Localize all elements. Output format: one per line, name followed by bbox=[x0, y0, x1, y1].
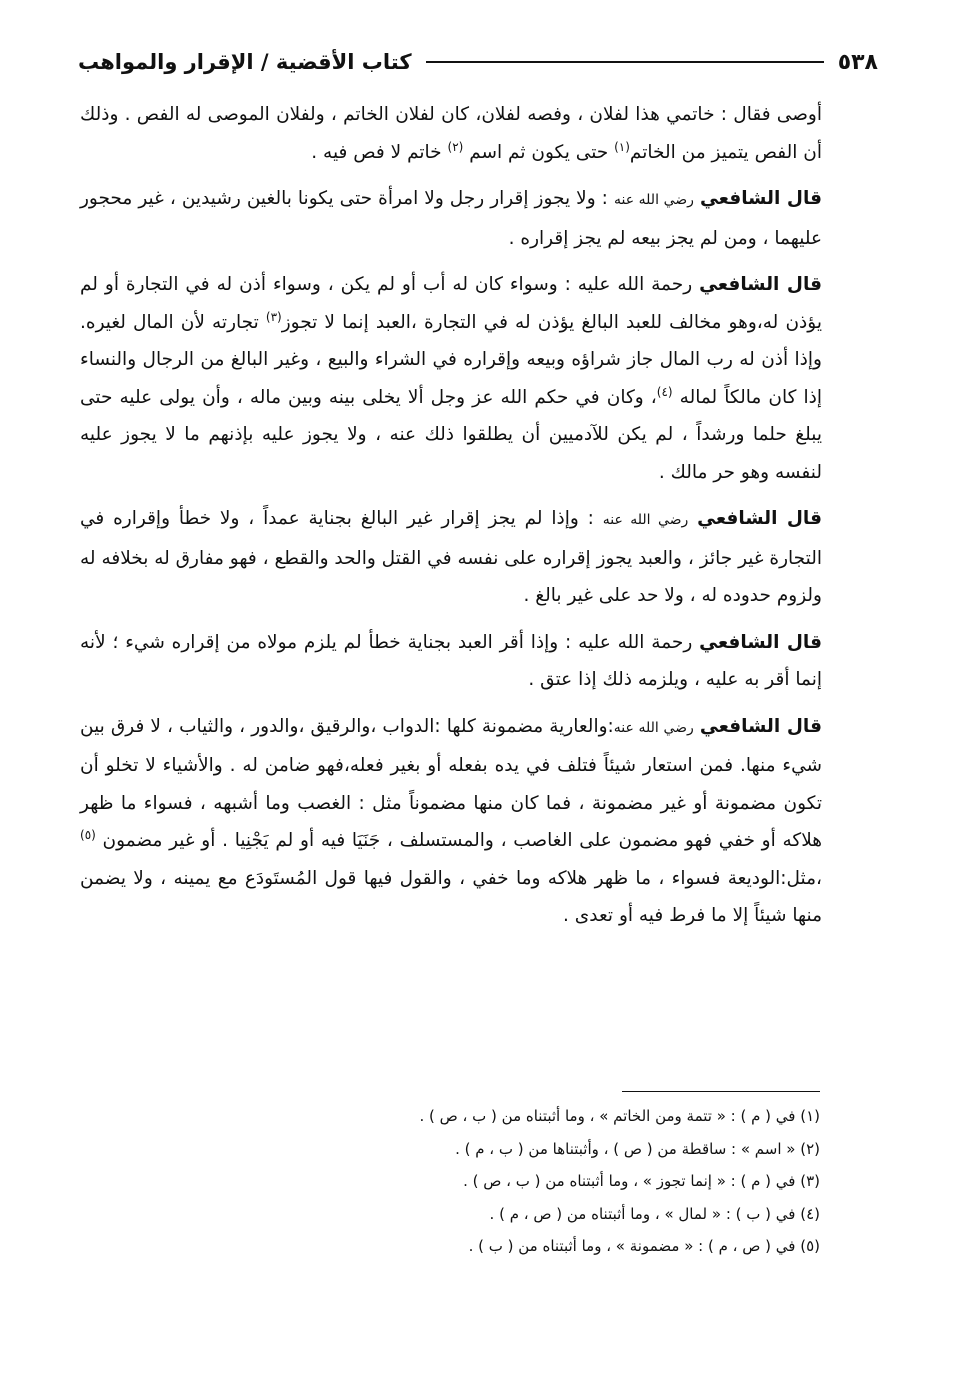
body-text bbox=[80, 96, 822, 944]
footnote-2: (٢) « اسم » : ساقطة من ( ص ) ، وأثبتناها من ( ب ، م ) . bbox=[455, 1139, 820, 1158]
running-title: كتاب الأقضية / الإقرار والمواهب bbox=[78, 50, 412, 74]
speaker-label: قال الشافعي bbox=[699, 715, 822, 737]
paragraph-6 bbox=[80, 708, 822, 935]
header-rule bbox=[426, 61, 824, 63]
paragraph-text: رحمة الله عليه : وسواء كان له أب أو لم يكن ، وسواء أذن له في التجارة أو لم يؤذن له،وهو مخالف للعبد البالغ يؤذن له في التجارة ،العبد إنما لا تجوز bbox=[80, 274, 822, 333]
paragraph-text: : ولا يجوز إقرار رجل ولا امرأة حتى يكونا بالغين رشيدين ، غير محجور عليهما ، ومن لم يجز بيعه لم يجز إقراره . bbox=[80, 188, 822, 249]
paragraph-4 bbox=[80, 500, 822, 615]
footnotes bbox=[120, 1100, 820, 1263]
footnote-ref[interactable]: (٤) bbox=[656, 384, 673, 399]
honorific-glyph: رضي الله عنه bbox=[613, 192, 694, 208]
paragraph-text: أوصى فقال : خاتمي هذا لفلان ، وفصه لفلان، كان لفلان الخاتم ، ولفلان الموصى له الفص . وذلك أن الفص يتميز من الخاتم bbox=[80, 104, 822, 163]
paragraph-text: :والعارية مضمونة كلها :الدواب ،والرقيق ،والدور ، والثياب ، لا فرق بين شيء منها. فمن استعار شيئاً فتلف في يده بفعله أو بغير فعله،فهو ضامن له . والأشياء لا تخلو أن تكون مضمونة أو غير مضمونة ، فما كان منها مضموناً مثل : الغصب وما أشبهه ، فسواء ما ظهر هلاكه أو خفي فهو مضمون على الغاصب ، والمستسلف ، جَنَيَا فيه أو لم يَجْنِيا . أو غير مضمون bbox=[80, 715, 822, 851]
honorific-glyph: رضي الله عنه bbox=[602, 512, 689, 528]
paragraph-text: ،مثل:الوديعة فسواء ، ما ظهر هلاكه وما خفي ، والقول فيها قول المُستَودَع مع يمينه ، ولا يضمن منها شيئاً إلا ما فرط فيه أو تعدى . bbox=[80, 867, 822, 926]
footnote-5: (٥) في ( ص ، م ) : « مضمونة » ، وما أثبتناه من ( ب ) . bbox=[468, 1237, 820, 1255]
footnote-ref[interactable]: (٥) bbox=[80, 827, 96, 842]
footnote-ref[interactable]: (١) bbox=[614, 139, 630, 154]
paragraph-text: رحمة الله عليه : وإذا أقر العبد بجناية خطأ لم يلزم مولاه من إقراره شيء ؛ لأنه إنما أقر به عليه ، ويلزمه ذلك إذا عتق . bbox=[80, 631, 822, 690]
paragraph-2 bbox=[80, 180, 822, 257]
paragraph-3 bbox=[80, 266, 822, 491]
footnote-ref[interactable]: (٣) bbox=[265, 309, 282, 324]
speaker-label: قال الشافعي bbox=[697, 508, 822, 529]
footnote-3: (٣) في ( م ) : « إنما تجوز » ، وما أثبتناه من ( ب ، ص ) . bbox=[463, 1172, 820, 1190]
paragraph-text: : وإذا لم يجز إقرار غير البالغ بجناية عمداً ، ولا خطأ وإقراره في التجارة غير جائز ، والعبد يجوز إقراره على نفسه في القتل والحد والقطع ، فهو مفارق له بخلافه له ولزوم حدوده له ، ولا حد على غير بالغ . bbox=[80, 508, 822, 606]
paragraph-text: تجارته لأن المال لغيره. وإذا أذن له رب المال جاز شراؤه وبيعه وإقراره في الشراء والبيع ، وغير البالغ من الرجال والنساء إذا كان مالكاً لماله bbox=[80, 311, 822, 408]
paragraph-1 bbox=[80, 96, 822, 171]
footnote-ref[interactable]: (٢) bbox=[447, 139, 464, 154]
page-header bbox=[78, 44, 878, 80]
speaker-label: قال الشافعي bbox=[699, 188, 823, 209]
footnote-rule bbox=[622, 1091, 820, 1092]
paragraph-text: ، وكان في حكم الله عز وجل ألا يخلى بينه وبين ماله ، وأن يولى عليه حتى يبلغ حلما ورشداً ، لم يكن للآدميين أن يطلقوا ذلك عنه ، ولا يجوز عليه بإذنهم ما لا يجوز عليه لنفسه وهو حر مالك . bbox=[80, 386, 822, 483]
paragraph-text: خاتم لا فص فيه . bbox=[311, 141, 448, 163]
page-number: ٥٣٨ bbox=[837, 49, 878, 75]
footnote-4: (٤) في ( ب ) : « لمال » ، وما أثبتناه من ( ص ، م ) . bbox=[489, 1204, 820, 1223]
honorific-glyph: رضي الله عنه bbox=[613, 719, 694, 736]
speaker-label: قال الشافعي bbox=[699, 631, 822, 653]
footnote-1: (١) في ( م ) : « تتمة ومن الخاتم » ، وما أثبتناه من ( ب ، ص ) . bbox=[419, 1107, 820, 1125]
paragraph-text: حتى يكون ثم اسم bbox=[463, 141, 615, 163]
speaker-label: قال الشافعي bbox=[699, 274, 823, 295]
paragraph-5 bbox=[80, 624, 822, 699]
